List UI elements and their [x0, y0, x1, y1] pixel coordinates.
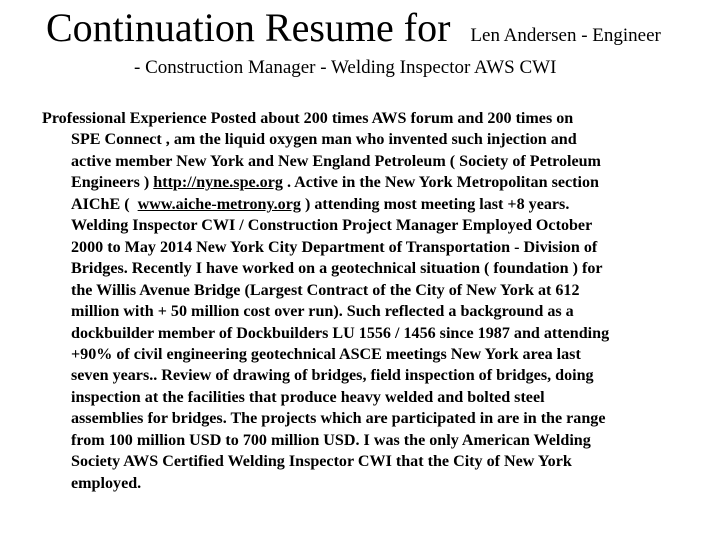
text-fragment: AIChE ( — [71, 195, 138, 213]
text-line: +90% of civil engineering geotechnical ASCE meetings New York area last — [71, 345, 581, 363]
page-subtitle: - Construction Manager - Welding Inspector AWS CWI — [134, 57, 557, 78]
text-line: seven years.. Review of drawing of bridges, field inspection of bridges, doing — [71, 367, 594, 385]
text-line: the Willis Avenue Bridge (Largest Contract of the City of New York at 612 — [71, 281, 580, 299]
title-name: Len Andersen - Engineer — [470, 25, 661, 46]
text-fragment: Engineers ) — [71, 174, 154, 192]
text-line: Welding Inspector CWI / Construction Project Manager Employed October — [71, 217, 593, 235]
text-line: active member New York and New England Petroleum ( Society of Petroleum — [71, 152, 601, 170]
text-line: employed. — [71, 474, 142, 492]
text-line — [42, 172, 662, 193]
text-line: 2000 to May 2014 New York City Department of Transportation - Division of — [71, 238, 598, 256]
spe-link[interactable]: http://nyne.spe.org — [153, 174, 283, 192]
text-line: from 100 million USD to 700 million USD. I was the only American Welding — [71, 431, 591, 449]
text-line: Society AWS Certified Welding Inspector CWI that the City of New York — [71, 453, 572, 471]
text-line: inspection at the facilities that produce heavy welded and bolted steel — [71, 388, 545, 406]
text-fragment: ) attending most meeting last +8 years. — [300, 195, 570, 213]
page-title — [46, 5, 661, 50]
text-line: Bridges. Recently I have worked on a geotechnical situation ( foundation ) for — [71, 260, 603, 278]
text-line: dockbuilder member of Dockbuilders LU 1556 / 1456 since 1987 and attending — [71, 324, 610, 342]
title-main: Continuation Resume for — [46, 5, 451, 50]
text-line: Professional Experience Posted about 200 times AWS forum and 200 times on — [42, 110, 574, 127]
aiche-link[interactable]: www.aiche-metrony.org — [137, 195, 301, 213]
text-fragment: . Active in the New York Metropolitan section — [282, 174, 599, 192]
text-line: million with + 50 million cost over run). Such reflected a background as a — [71, 303, 574, 321]
text-line: assemblies for bridges. The projects which are participated in are in the range — [71, 410, 606, 428]
text-line — [42, 194, 662, 215]
experience-paragraph — [42, 108, 662, 494]
text-line: SPE Connect , am the liquid oxygen man who invented such injection and — [71, 131, 577, 149]
